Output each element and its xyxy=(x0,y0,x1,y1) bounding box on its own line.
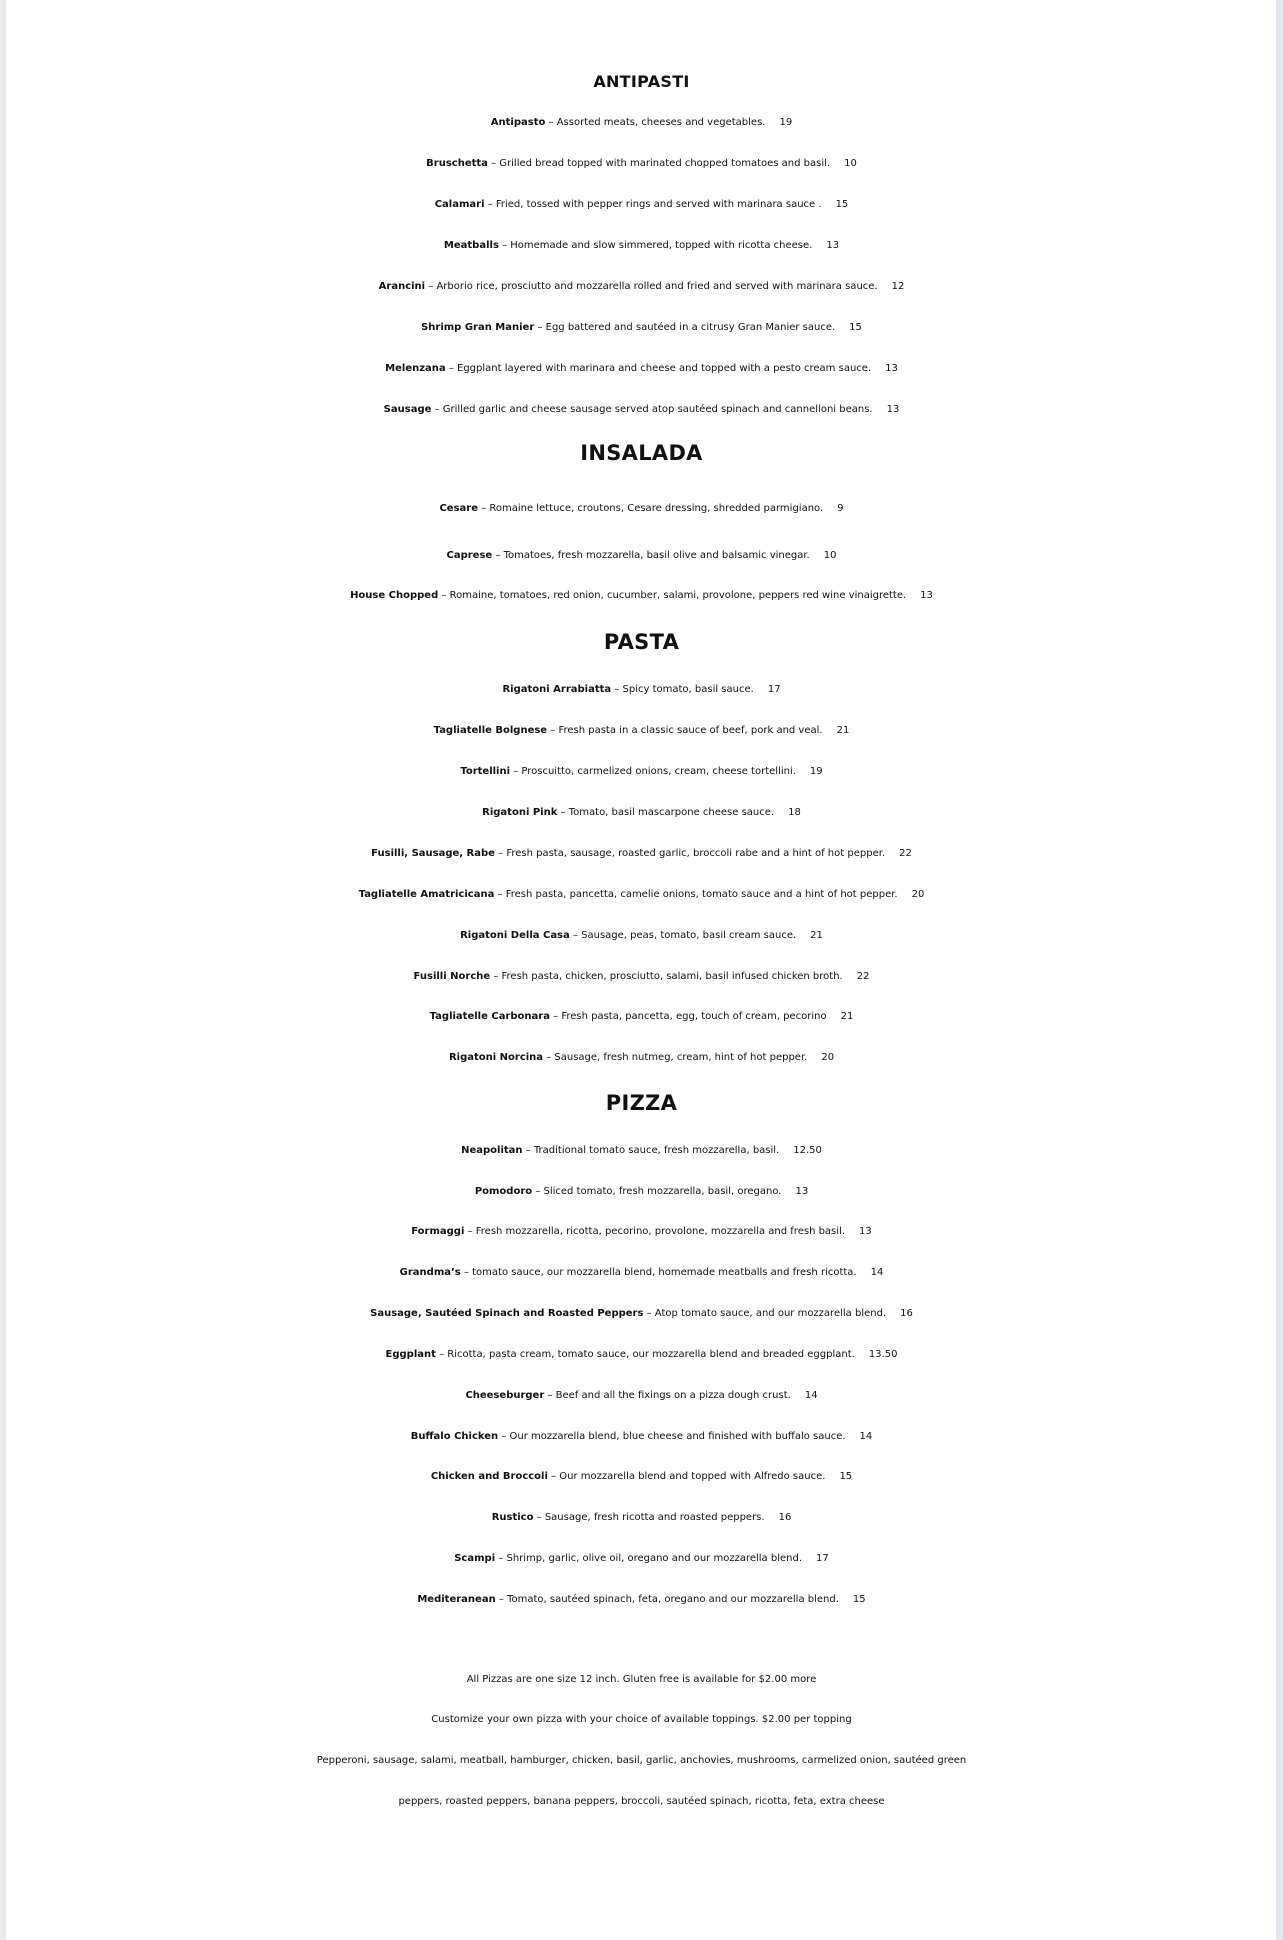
menu-item xyxy=(0,721,1283,741)
item-price: 21 xyxy=(810,930,823,941)
item-price: 10 xyxy=(844,158,857,169)
menu-item xyxy=(0,546,1283,566)
item-separator: – xyxy=(495,1594,508,1605)
item-separator: – xyxy=(534,322,546,333)
item-name: Neapolitan xyxy=(461,1145,523,1156)
item-description: Arborio rice, prosciutto and mozzarella rolled and fried and served with marinara sauce. xyxy=(436,281,878,292)
item-price: 16 xyxy=(778,1512,792,1523)
item-description: Sausage, fresh ricotta and roasted peppers. xyxy=(544,1512,765,1523)
item-separator: – xyxy=(464,1226,476,1237)
menu-item xyxy=(0,1007,1283,1027)
item-separator: – xyxy=(543,1052,555,1063)
menu-item xyxy=(0,1263,1283,1283)
item-description: Tomato, basil mascarpone cheese sauce. xyxy=(568,807,775,818)
item-description: Fresh pasta, chicken, prosciutto, salami, basil infused chicken broth. xyxy=(501,971,843,982)
toppings-list-line-2: peppers, roasted peppers, banana peppers, broccoli, sautéed spinach, ricotta, feta, extra cheese xyxy=(398,1796,885,1807)
menu-item xyxy=(0,154,1283,174)
item-price: 16 xyxy=(900,1308,913,1319)
menu-item xyxy=(0,1427,1283,1447)
item-description: Fried, tossed with pepper rings and served with marinara sauce . xyxy=(495,199,822,210)
item-price: 20 xyxy=(821,1052,835,1063)
menu-item xyxy=(0,680,1283,700)
item-separator: – xyxy=(494,848,507,859)
item-separator: – xyxy=(522,1145,534,1156)
item-description: Spicy tomato, basil sauce. xyxy=(622,684,754,695)
item-description: Egg battered and sautéed in a citrusy Gran Manier sauce. xyxy=(545,322,836,333)
item-price: 9 xyxy=(837,503,844,514)
item-price: 13 xyxy=(859,1226,872,1237)
item-name: Rigatoni Della Casa xyxy=(460,930,570,941)
item-separator: – xyxy=(438,590,450,601)
item-name: Formaggi xyxy=(411,1226,465,1237)
item-separator: – xyxy=(494,889,506,900)
item-description: Romaine lettuce, croutons, Cesare dressing, shredded parmigiano. xyxy=(489,503,824,514)
item-name: Mediteranean xyxy=(417,1594,496,1605)
menu-item xyxy=(0,1386,1283,1406)
item-separator: – xyxy=(498,240,511,251)
item-description: Grilled bread topped with marinated chopped tomatoes and basil. xyxy=(499,158,831,169)
item-description: tomato sauce, our mozzarella blend, homemade meatballs and fresh ricotta. xyxy=(472,1267,857,1278)
menu-item xyxy=(0,1222,1283,1242)
item-price: 22 xyxy=(899,848,912,859)
item-description: Homemade and slow simmered, topped with ricotta cheese. xyxy=(510,240,813,251)
item-description: Sausage, fresh nutmeg, cream, hint of hot pepper. xyxy=(554,1052,808,1063)
item-description: Grilled garlic and cheese sausage served atop sautéed spinach and cannelloni beans. xyxy=(442,404,873,415)
section-title-pizza: PIZZA xyxy=(605,1091,678,1115)
item-name: Meatballs xyxy=(443,240,499,251)
item-name: House Chopped xyxy=(350,590,439,601)
item-name: Cesare xyxy=(439,503,479,514)
item-name: Buffalo Chicken xyxy=(410,1431,499,1442)
item-separator: – xyxy=(460,1267,473,1278)
item-description: Fresh mozzarella, ricotta, pecorino, provolone, mozzarella and fresh basil. xyxy=(475,1226,846,1237)
item-separator: – xyxy=(532,1186,544,1197)
item-description: Tomato, sautéed spinach, feta, oregano and our mozzarella blend. xyxy=(507,1594,839,1605)
item-description: Fresh pasta, pancetta, egg, touch of cream, pecorino xyxy=(561,1011,827,1022)
custom-pizza-note: Customize your own pizza with your choice of available toppings. $2.00 per topping xyxy=(431,1714,852,1725)
item-price: 13 xyxy=(826,240,840,251)
item-name: Melenzana xyxy=(385,363,446,374)
menu-item xyxy=(0,1141,1283,1161)
item-price: 10 xyxy=(823,550,837,561)
menu-item xyxy=(0,113,1283,133)
item-separator: – xyxy=(425,281,437,292)
item-separator: – xyxy=(445,363,458,374)
menu-item xyxy=(0,1304,1283,1324)
item-separator: – xyxy=(549,1011,562,1022)
section-title-antipasti: ANTIPASTI xyxy=(593,72,690,91)
menu-item xyxy=(0,1048,1283,1068)
item-price: 15 xyxy=(839,1471,853,1482)
item-price: 17 xyxy=(767,684,781,695)
item-name: Scampi xyxy=(454,1553,496,1564)
menu-item xyxy=(0,803,1283,823)
item-price: 21 xyxy=(840,1011,854,1022)
item-price: 19 xyxy=(809,766,823,777)
item-name: Bruschetta xyxy=(426,158,488,169)
toppings-list-line-1: Pepperoni, sausage, salami, meatball, hamburger, chicken, basil, garlic, anchovies, mushrooms, carmelized onion, sautéed green xyxy=(316,1755,967,1766)
item-description: Fresh pasta, pancetta, camelie onions, tomato sauce and a hint of hot pepper. xyxy=(505,889,898,900)
item-description: Tomatoes, fresh mozzarella, basil olive and balsamic vinegar. xyxy=(503,550,810,561)
item-price: 14 xyxy=(804,1390,818,1401)
item-price: 13.50 xyxy=(868,1349,898,1360)
item-price: 15 xyxy=(852,1594,866,1605)
menu-item xyxy=(0,1345,1283,1365)
item-name: Tagliatelle Amatricicana xyxy=(358,889,495,900)
item-name: Rigatoni Arrabiatta xyxy=(502,684,612,695)
item-separator: – xyxy=(547,725,559,736)
item-price: 12.50 xyxy=(793,1145,822,1156)
menu-item xyxy=(0,967,1283,987)
item-price: 13 xyxy=(920,590,933,601)
item-description: Fresh pasta in a classic sauce of beef, pork and veal. xyxy=(558,725,823,736)
item-price: 14 xyxy=(870,1267,884,1278)
menu-item xyxy=(0,1549,1283,1569)
item-description: Proscuitto, carmelized onions, cream, cheese tortellini. xyxy=(521,766,796,777)
item-separator: – xyxy=(498,1431,510,1442)
item-name: Tortellini xyxy=(460,766,511,777)
item-price: 21 xyxy=(836,725,850,736)
menu-item xyxy=(0,926,1283,946)
menu-item xyxy=(0,1508,1283,1528)
item-description: Atop tomato sauce, and our mozzarella blend. xyxy=(654,1308,887,1319)
item-name: Tagliatelle Bolgnese xyxy=(433,725,548,736)
item-name: Fusilli Norche xyxy=(413,971,491,982)
item-name: Fusilli, Sausage, Rabe xyxy=(371,848,495,859)
menu-item xyxy=(0,195,1283,215)
item-name: Rigatoni Pink xyxy=(482,807,558,818)
item-name: Caprese xyxy=(446,550,493,561)
item-name: Pomodoro xyxy=(474,1186,533,1197)
menu-item xyxy=(0,277,1283,297)
item-price: 13 xyxy=(886,404,900,415)
item-name: Cheeseburger xyxy=(465,1390,545,1401)
menu-item xyxy=(0,762,1283,782)
menu-item xyxy=(0,359,1283,379)
item-description: Shrimp, garlic, olive oil, oregano and our mozzarella blend. xyxy=(506,1553,803,1564)
item-separator: – xyxy=(545,117,557,128)
item-separator: – xyxy=(557,807,569,818)
item-description: Our mozzarella blend, blue cheese and finished with buffalo sauce. xyxy=(509,1431,846,1442)
item-separator: – xyxy=(490,971,502,982)
item-name: Sausage, Sautéed Spinach and Roasted Peppers xyxy=(370,1308,644,1319)
item-description: Fresh pasta, sausage, roasted garlic, broccoli rabe and a hint of hot pepper. xyxy=(506,848,886,859)
item-description: Eggplant layered with marinara and cheese and topped with a pesto cream sauce. xyxy=(457,363,872,374)
item-price: 22 xyxy=(856,971,870,982)
item-name: Rigatoni Norcina xyxy=(448,1052,544,1063)
menu-item xyxy=(0,499,1283,519)
item-separator: – xyxy=(533,1512,545,1523)
item-separator: – xyxy=(544,1390,556,1401)
item-price: 19 xyxy=(779,117,793,128)
item-separator: – xyxy=(492,550,504,561)
item-separator: – xyxy=(510,766,522,777)
item-description: Romaine, tomatoes, red onion, cucumber, salami, provolone, peppers red wine vinaigrette. xyxy=(449,590,907,601)
item-separator: – xyxy=(487,158,500,169)
item-name: Chicken and Broccoli xyxy=(430,1471,548,1482)
item-price: 20 xyxy=(911,889,925,900)
item-separator: – xyxy=(435,1349,448,1360)
item-price: 12 xyxy=(891,281,905,292)
item-name: Arancini xyxy=(378,281,426,292)
item-price: 15 xyxy=(835,199,849,210)
item-name: Eggplant xyxy=(385,1349,436,1360)
item-name: Antipasto xyxy=(490,117,546,128)
item-name: Tagliatelle Carbonara xyxy=(429,1011,550,1022)
item-description: Ricotta, pasta cream, tomato sauce, our mozzarella blend and breaded eggplant. xyxy=(447,1349,855,1360)
item-price: 15 xyxy=(849,322,862,333)
item-description: Traditional tomato sauce, fresh mozzarella, basil. xyxy=(533,1145,780,1156)
item-name: Sausage xyxy=(383,404,432,415)
menu-item xyxy=(0,318,1283,338)
item-description: Sliced tomato, fresh mozzarella, basil, oregano. xyxy=(543,1186,782,1197)
menu-item xyxy=(0,586,1283,606)
item-separator: – xyxy=(611,684,623,695)
item-description: Assorted meats, cheeses and vegetables. xyxy=(556,117,766,128)
item-separator: – xyxy=(495,1553,507,1564)
item-description: Our mozzarella blend and topped with Alfredo sauce. xyxy=(559,1471,826,1482)
item-separator: – xyxy=(478,503,490,514)
item-separator: – xyxy=(569,930,582,941)
item-price: 13 xyxy=(795,1186,809,1197)
item-description: Beef and all the fixings on a pizza dough crust. xyxy=(555,1390,791,1401)
item-separator: – xyxy=(484,199,496,210)
menu-item xyxy=(0,400,1283,420)
item-description: Sausage, peas, tomato, basil cream sauce. xyxy=(581,930,797,941)
menu-item xyxy=(0,1182,1283,1202)
item-name: Rustico xyxy=(491,1512,534,1523)
item-price: 17 xyxy=(816,1553,829,1564)
menu-item xyxy=(0,1467,1283,1487)
pizza-size-note: All Pizzas are one size 12 inch. Gluten free is available for $2.00 more xyxy=(466,1674,817,1685)
item-name: Grandma’s xyxy=(399,1267,461,1278)
menu-item xyxy=(0,236,1283,256)
section-title-pasta: PASTA xyxy=(603,630,680,654)
item-name: Calamari xyxy=(434,199,485,210)
item-price: 14 xyxy=(859,1431,873,1442)
item-separator: – xyxy=(643,1308,655,1319)
item-separator: – xyxy=(431,404,443,415)
item-price: 18 xyxy=(788,807,801,818)
menu-item xyxy=(0,885,1283,905)
menu-item xyxy=(0,1590,1283,1610)
section-title-insalada: INSALADA xyxy=(580,441,703,465)
item-price: 13 xyxy=(885,363,898,374)
menu-item xyxy=(0,844,1283,864)
item-name: Shrimp Gran Manier xyxy=(421,322,535,333)
item-separator: – xyxy=(547,1471,560,1482)
